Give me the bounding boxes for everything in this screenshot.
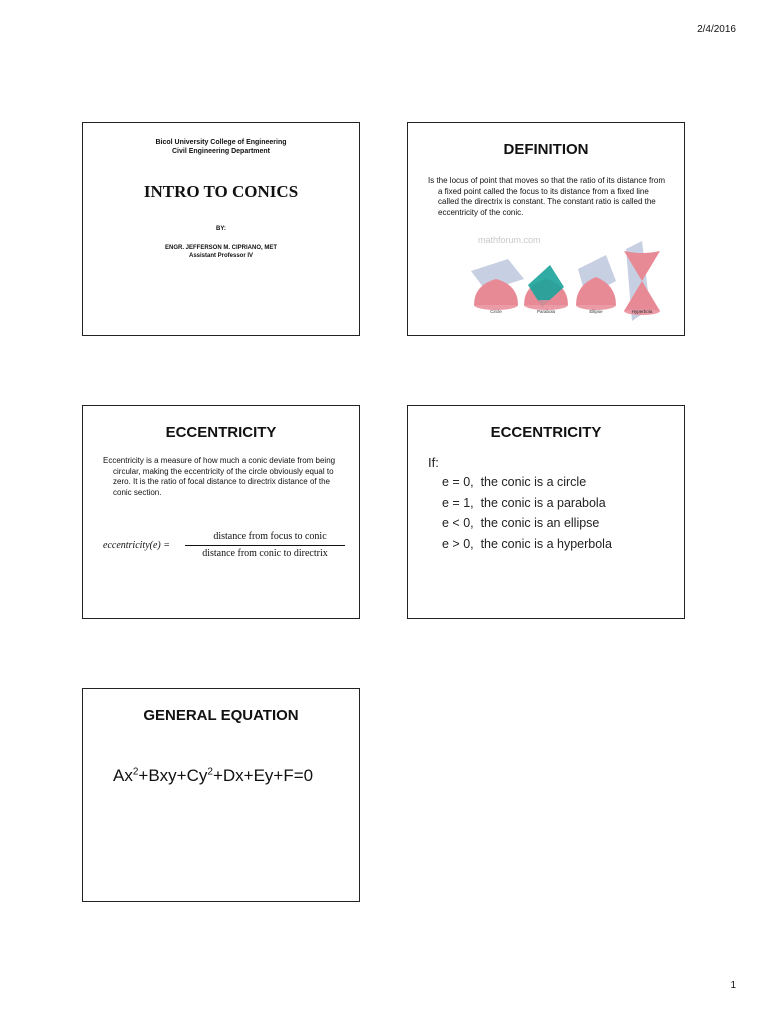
image-watermark: mathforum.com [478, 235, 541, 245]
eq-superscript: 2 [132, 766, 139, 778]
slide-title [82, 122, 360, 336]
fraction-bar [185, 545, 345, 546]
presentation-title: INTRO TO CONICS [143, 182, 299, 201]
list-item: e < 0, the conic is an ellipse [442, 516, 600, 530]
slide-definition [407, 122, 685, 336]
list-item: e = 1, the conic is a parabola [442, 495, 606, 510]
slide-eccentricity-definition [82, 405, 360, 619]
formula-lhs: eccentricity(e) = [103, 540, 170, 551]
slide-heading: GENERAL EQUATION [143, 707, 299, 724]
slide-heading: ECCENTRICITY [490, 424, 602, 441]
formula-denominator: distance from conic to directrix [202, 548, 328, 559]
ellipse-section-figure [576, 255, 616, 310]
eccentricity-text: Eccentricity is a measure of how much a conic deviate from being circular, making the eccentricity of the circle obviously equal to zero. It is the ratio of focal distance to directrix distance of the conic section. [103, 456, 336, 497]
slide-heading: DEFINITION [503, 141, 589, 158]
eq-superscript: 2 [207, 766, 213, 778]
slide-eccentricity-cases [407, 405, 685, 619]
label-ellipse: Ellipse [589, 309, 603, 314]
institution-line-1: Bicol University College of Engineering [155, 139, 287, 146]
author-name: ENGR. JEFFERSON M. CIPRIANO, MET [164, 245, 277, 251]
page-number: 1 [730, 980, 736, 991]
definition-text: Is the locus of point that moves so that the ratio of its distance from a fixed point called the focus to its distance from a fixed line called the directrix is constant. The constant ratio is called the eccentricity of the conic. [428, 176, 666, 217]
list-item: e > 0, the conic is a hyperbola [442, 536, 612, 551]
eq-part: Ax [113, 766, 133, 785]
formula-numerator: distance from focus to conic [213, 531, 327, 542]
eccentricity-formula [103, 530, 353, 564]
by-label: BY: [216, 226, 226, 232]
label-hyperbola: Hyperbola [631, 309, 653, 314]
eq-part: +Bxy+Cy [138, 766, 208, 785]
eccentricity-cases-list [442, 472, 684, 554]
slide-general-equation [82, 688, 360, 902]
general-equation [113, 766, 359, 786]
circle-section-figure [471, 259, 524, 310]
page-date: 2/4/2016 [697, 24, 736, 35]
list-item: e = 0, the conic is a circle [442, 475, 587, 489]
if-label: If: [428, 455, 439, 470]
eq-part: +Dx+Ey+F=0 [212, 766, 314, 785]
institution-line-2: Civil Engineering Department [171, 148, 271, 155]
label-circle: Circle [490, 309, 502, 314]
parabola-section-figure [524, 265, 568, 310]
label-parabola: Parabola [536, 309, 556, 314]
slide-heading: ECCENTRICITY [165, 424, 277, 441]
author-position: Assistant Professor IV [188, 253, 254, 259]
